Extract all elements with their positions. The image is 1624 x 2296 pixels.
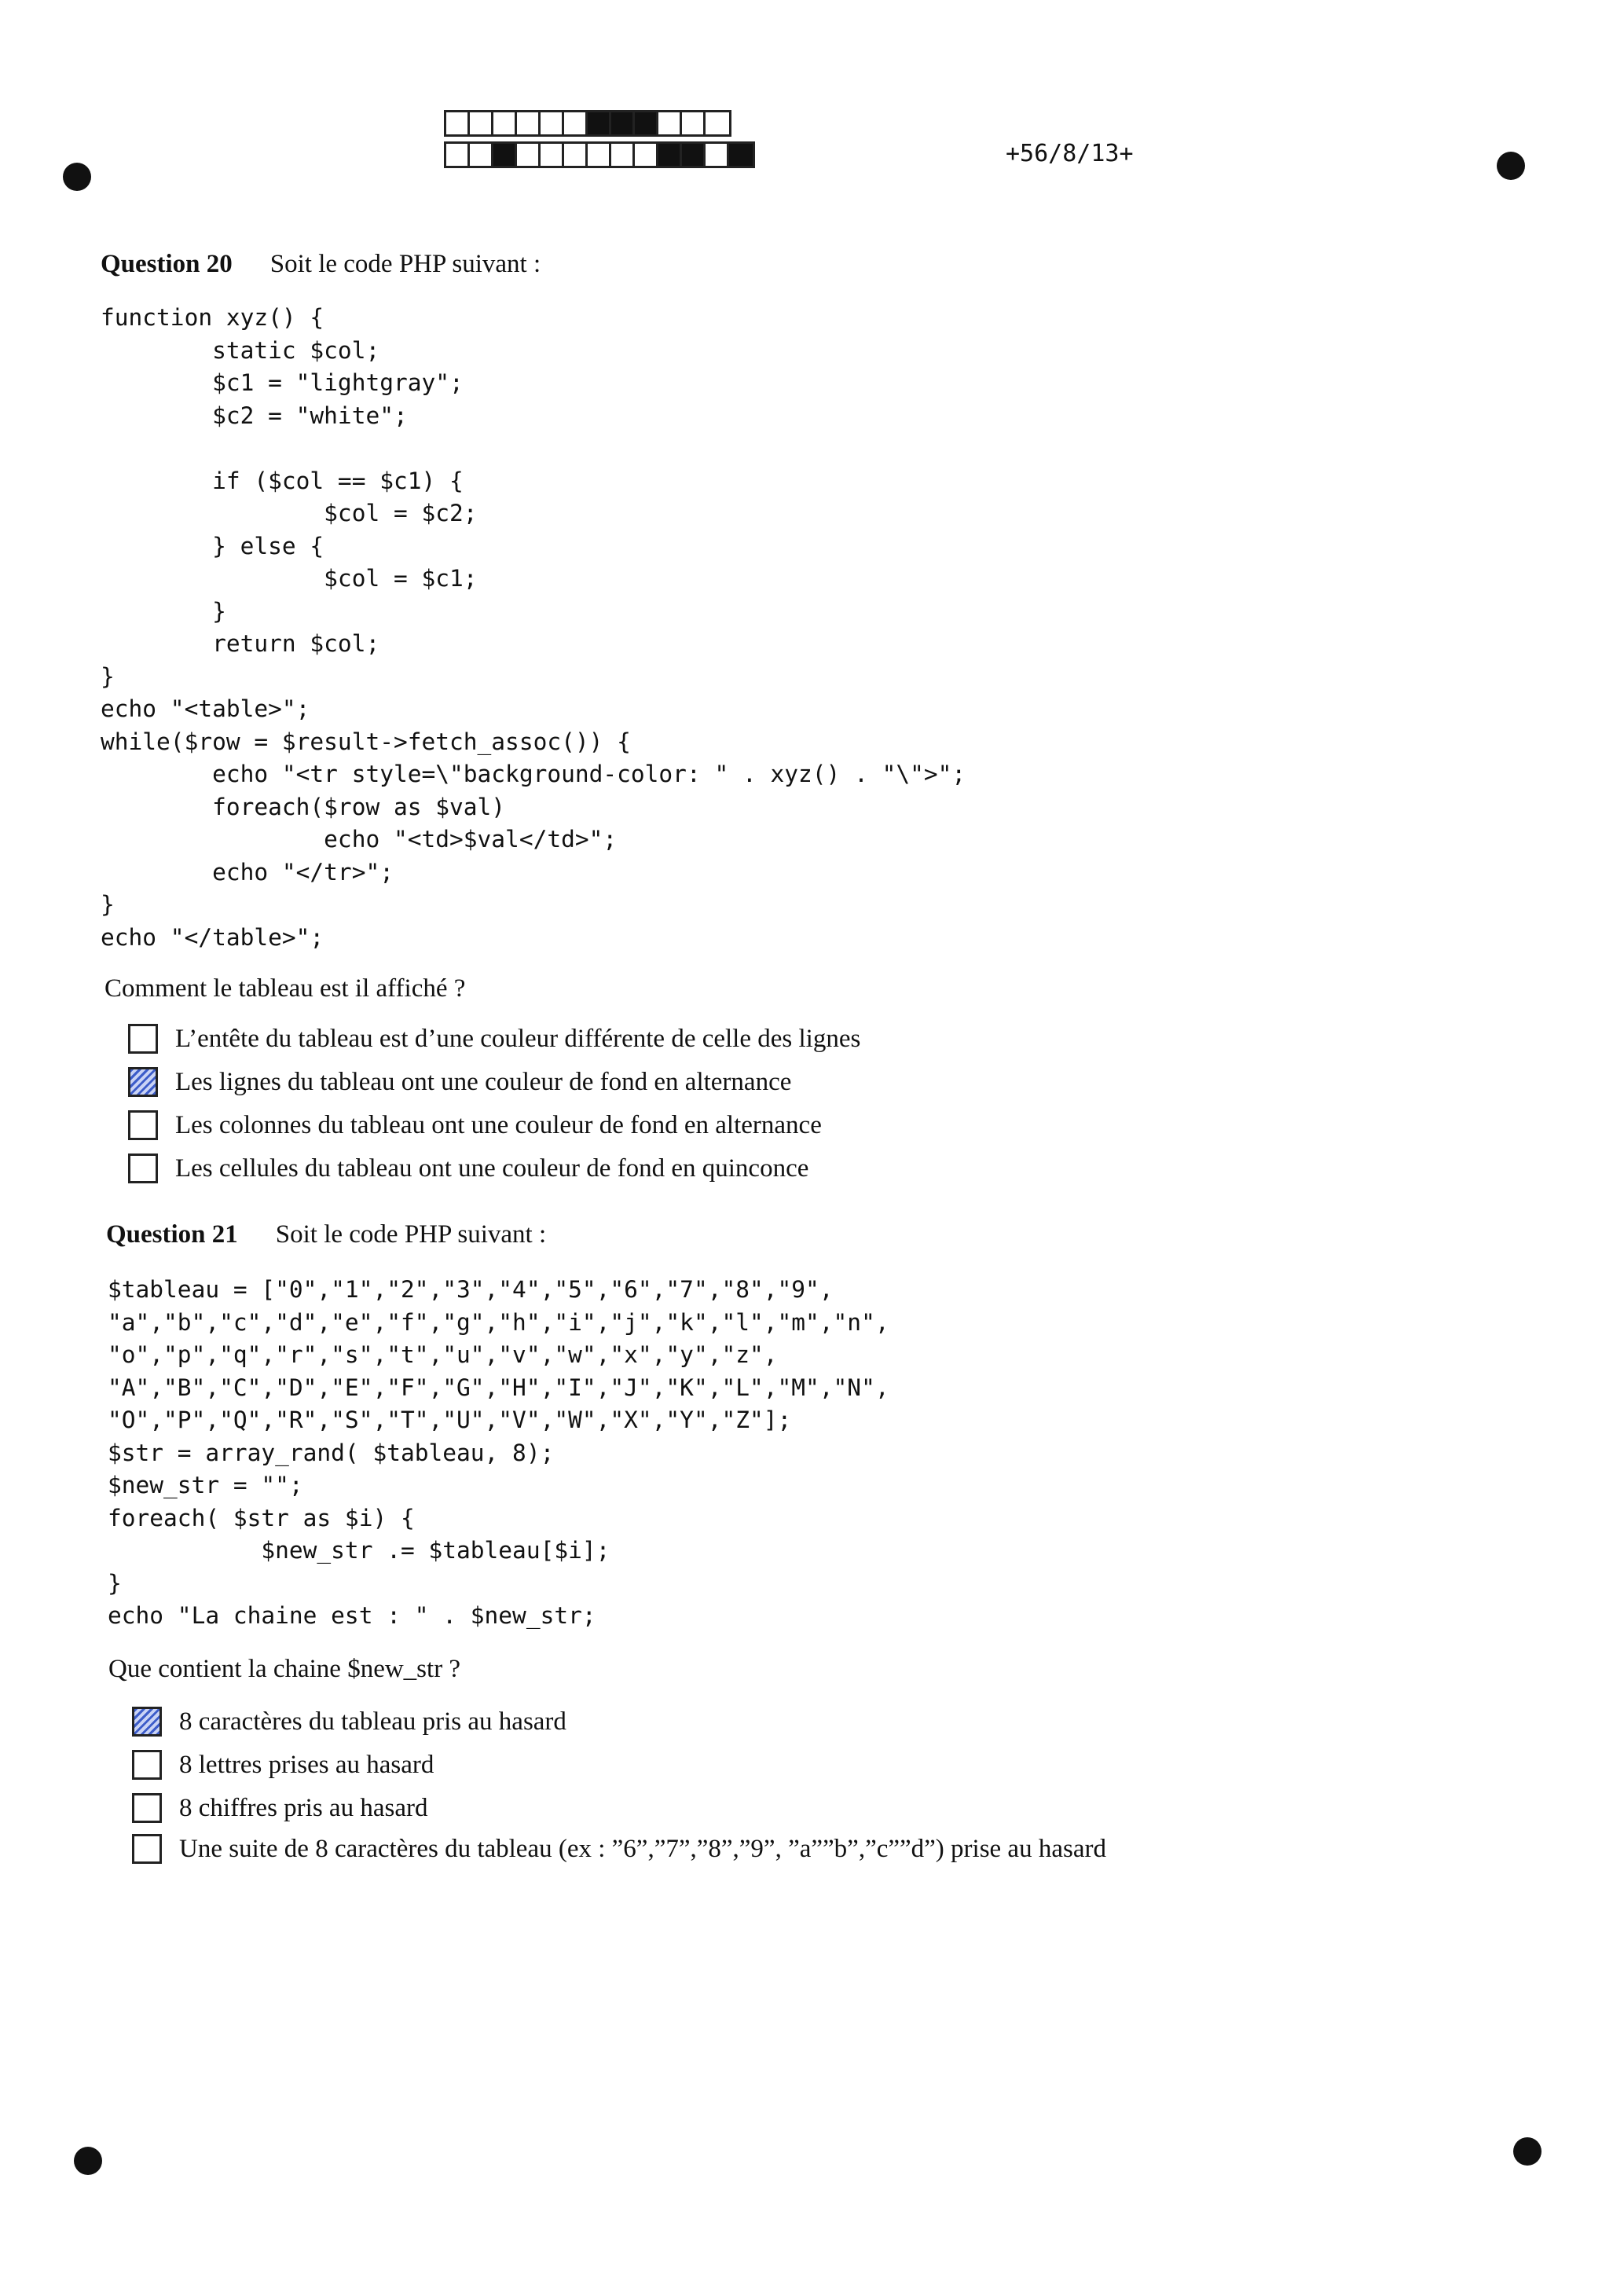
registration-mark-bottom-right bbox=[1513, 2137, 1542, 2166]
answer-label: 8 lettres prises au hasard bbox=[179, 1750, 434, 1779]
answer-option[interactable] bbox=[128, 1154, 808, 1183]
answer-option[interactable] bbox=[128, 1110, 822, 1140]
id-grid-cell bbox=[682, 112, 706, 134]
answer-option[interactable] bbox=[132, 1834, 1106, 1864]
id-grid-cell bbox=[706, 144, 729, 166]
id-grid-cell bbox=[470, 144, 493, 166]
id-grid-cell bbox=[541, 144, 564, 166]
registration-mark-top-right bbox=[1497, 152, 1525, 180]
id-grid-cell bbox=[635, 112, 658, 134]
answer-option[interactable] bbox=[128, 1067, 791, 1097]
answer-label: L’entête du tableau est d’une couleur différente de celle des lignes bbox=[175, 1024, 861, 1053]
answer-label: 8 caractères du tableau pris au hasard bbox=[179, 1707, 566, 1736]
question-number: Question 20 bbox=[101, 250, 233, 278]
id-grid-cell bbox=[588, 112, 611, 134]
id-grid-bottom bbox=[444, 141, 755, 168]
id-grid-cell bbox=[682, 144, 706, 166]
question-20-header bbox=[101, 250, 541, 279]
answer-option[interactable] bbox=[128, 1024, 860, 1054]
answer-option[interactable] bbox=[132, 1750, 434, 1780]
registration-mark-top-left bbox=[63, 163, 91, 191]
sheet-id: +56/8/13+ bbox=[1006, 140, 1134, 167]
checkbox[interactable] bbox=[128, 1024, 158, 1054]
question-number: Question 21 bbox=[106, 1220, 238, 1249]
answer-option[interactable] bbox=[132, 1707, 566, 1737]
id-grid-cell bbox=[588, 144, 611, 166]
id-grid-cell bbox=[658, 112, 682, 134]
question-21-header bbox=[106, 1220, 546, 1249]
id-grid-cell bbox=[517, 112, 541, 134]
question-intro: Soit le code PHP suivant : bbox=[275, 1220, 547, 1249]
checkbox[interactable] bbox=[128, 1154, 158, 1183]
id-grid-cell bbox=[493, 144, 517, 166]
answer-label: Les lignes du tableau ont une couleur de fond en alternance bbox=[175, 1067, 792, 1096]
id-grid-cell bbox=[470, 112, 493, 134]
id-grid-cell bbox=[541, 112, 564, 134]
answer-label: Une suite de 8 caractères du tableau (ex : ”6”,”7”,”8”,”9”, ”a””b”,”c””d”) prise au hasard bbox=[179, 1834, 1106, 1863]
answer-option[interactable] bbox=[132, 1793, 427, 1823]
answer-label: 8 chiffres pris au hasard bbox=[179, 1793, 428, 1822]
checkbox[interactable] bbox=[132, 1750, 162, 1780]
checkbox[interactable] bbox=[132, 1707, 162, 1737]
checkbox[interactable] bbox=[128, 1067, 158, 1097]
registration-mark-bottom-left bbox=[74, 2147, 102, 2175]
answer-label: Les cellules du tableau ont une couleur de fond en quinconce bbox=[175, 1154, 809, 1183]
answer-label: Les colonnes du tableau ont une couleur de fond en alternance bbox=[175, 1110, 822, 1139]
code-block: function xyz() { static $col; $c1 = "lightgray"; $c2 = "white"; if ($col == $c1) { $col = $c2; } else { $col = $c1; } return $col; } echo "<table>"; while($row = $result->fetch_assoc()) { echo "<tr style=\"background-color: " . xyz() . "\">"; foreach($row as $val) echo "<td>$val</td>"; echo "</tr>"; } echo "</table>"; bbox=[101, 304, 966, 951]
id-grid-cell bbox=[706, 112, 729, 134]
checkbox[interactable] bbox=[128, 1110, 158, 1140]
id-grid-cell bbox=[611, 144, 635, 166]
id-grid-top bbox=[444, 110, 731, 137]
checkbox[interactable] bbox=[132, 1793, 162, 1823]
id-grid-cell bbox=[564, 144, 588, 166]
checkbox[interactable] bbox=[132, 1834, 162, 1864]
id-grid-cell bbox=[611, 112, 635, 134]
id-grid-cell bbox=[517, 144, 541, 166]
id-grid-cell bbox=[729, 144, 753, 166]
question-prompt: Comment le tableau est il affiché ? bbox=[104, 974, 466, 1003]
question-prompt: Que contient la chaine $new_str ? bbox=[108, 1655, 461, 1683]
id-grid-cell bbox=[564, 112, 588, 134]
id-grid-cell bbox=[493, 112, 517, 134]
question-intro: Soit le code PHP suivant : bbox=[269, 250, 541, 278]
id-grid-cell bbox=[658, 144, 682, 166]
code-block: $tableau = ["0","1","2","3","4","5","6","7","8","9", "a","b","c","d","e","f","g","h","i","j","k","l","m","n", "o","p","q","r","s","t","u","v","w","x","y","z", "A","B","C","D","E","F","G","H","I","J","K","L","M","N", "O","P","Q","R","S","T","U","V","W","X","Y","Z"]; $str = array_rand( $tableau, 8); $new_str = ""; foreach( $str as $i) { $new_str .= $tableau[$i]; } echo "La chaine est : " . $new_str; bbox=[108, 1276, 889, 1629]
id-grid-cell bbox=[635, 144, 658, 166]
id-grid-cell bbox=[446, 144, 470, 166]
id-grid-cell bbox=[446, 112, 470, 134]
